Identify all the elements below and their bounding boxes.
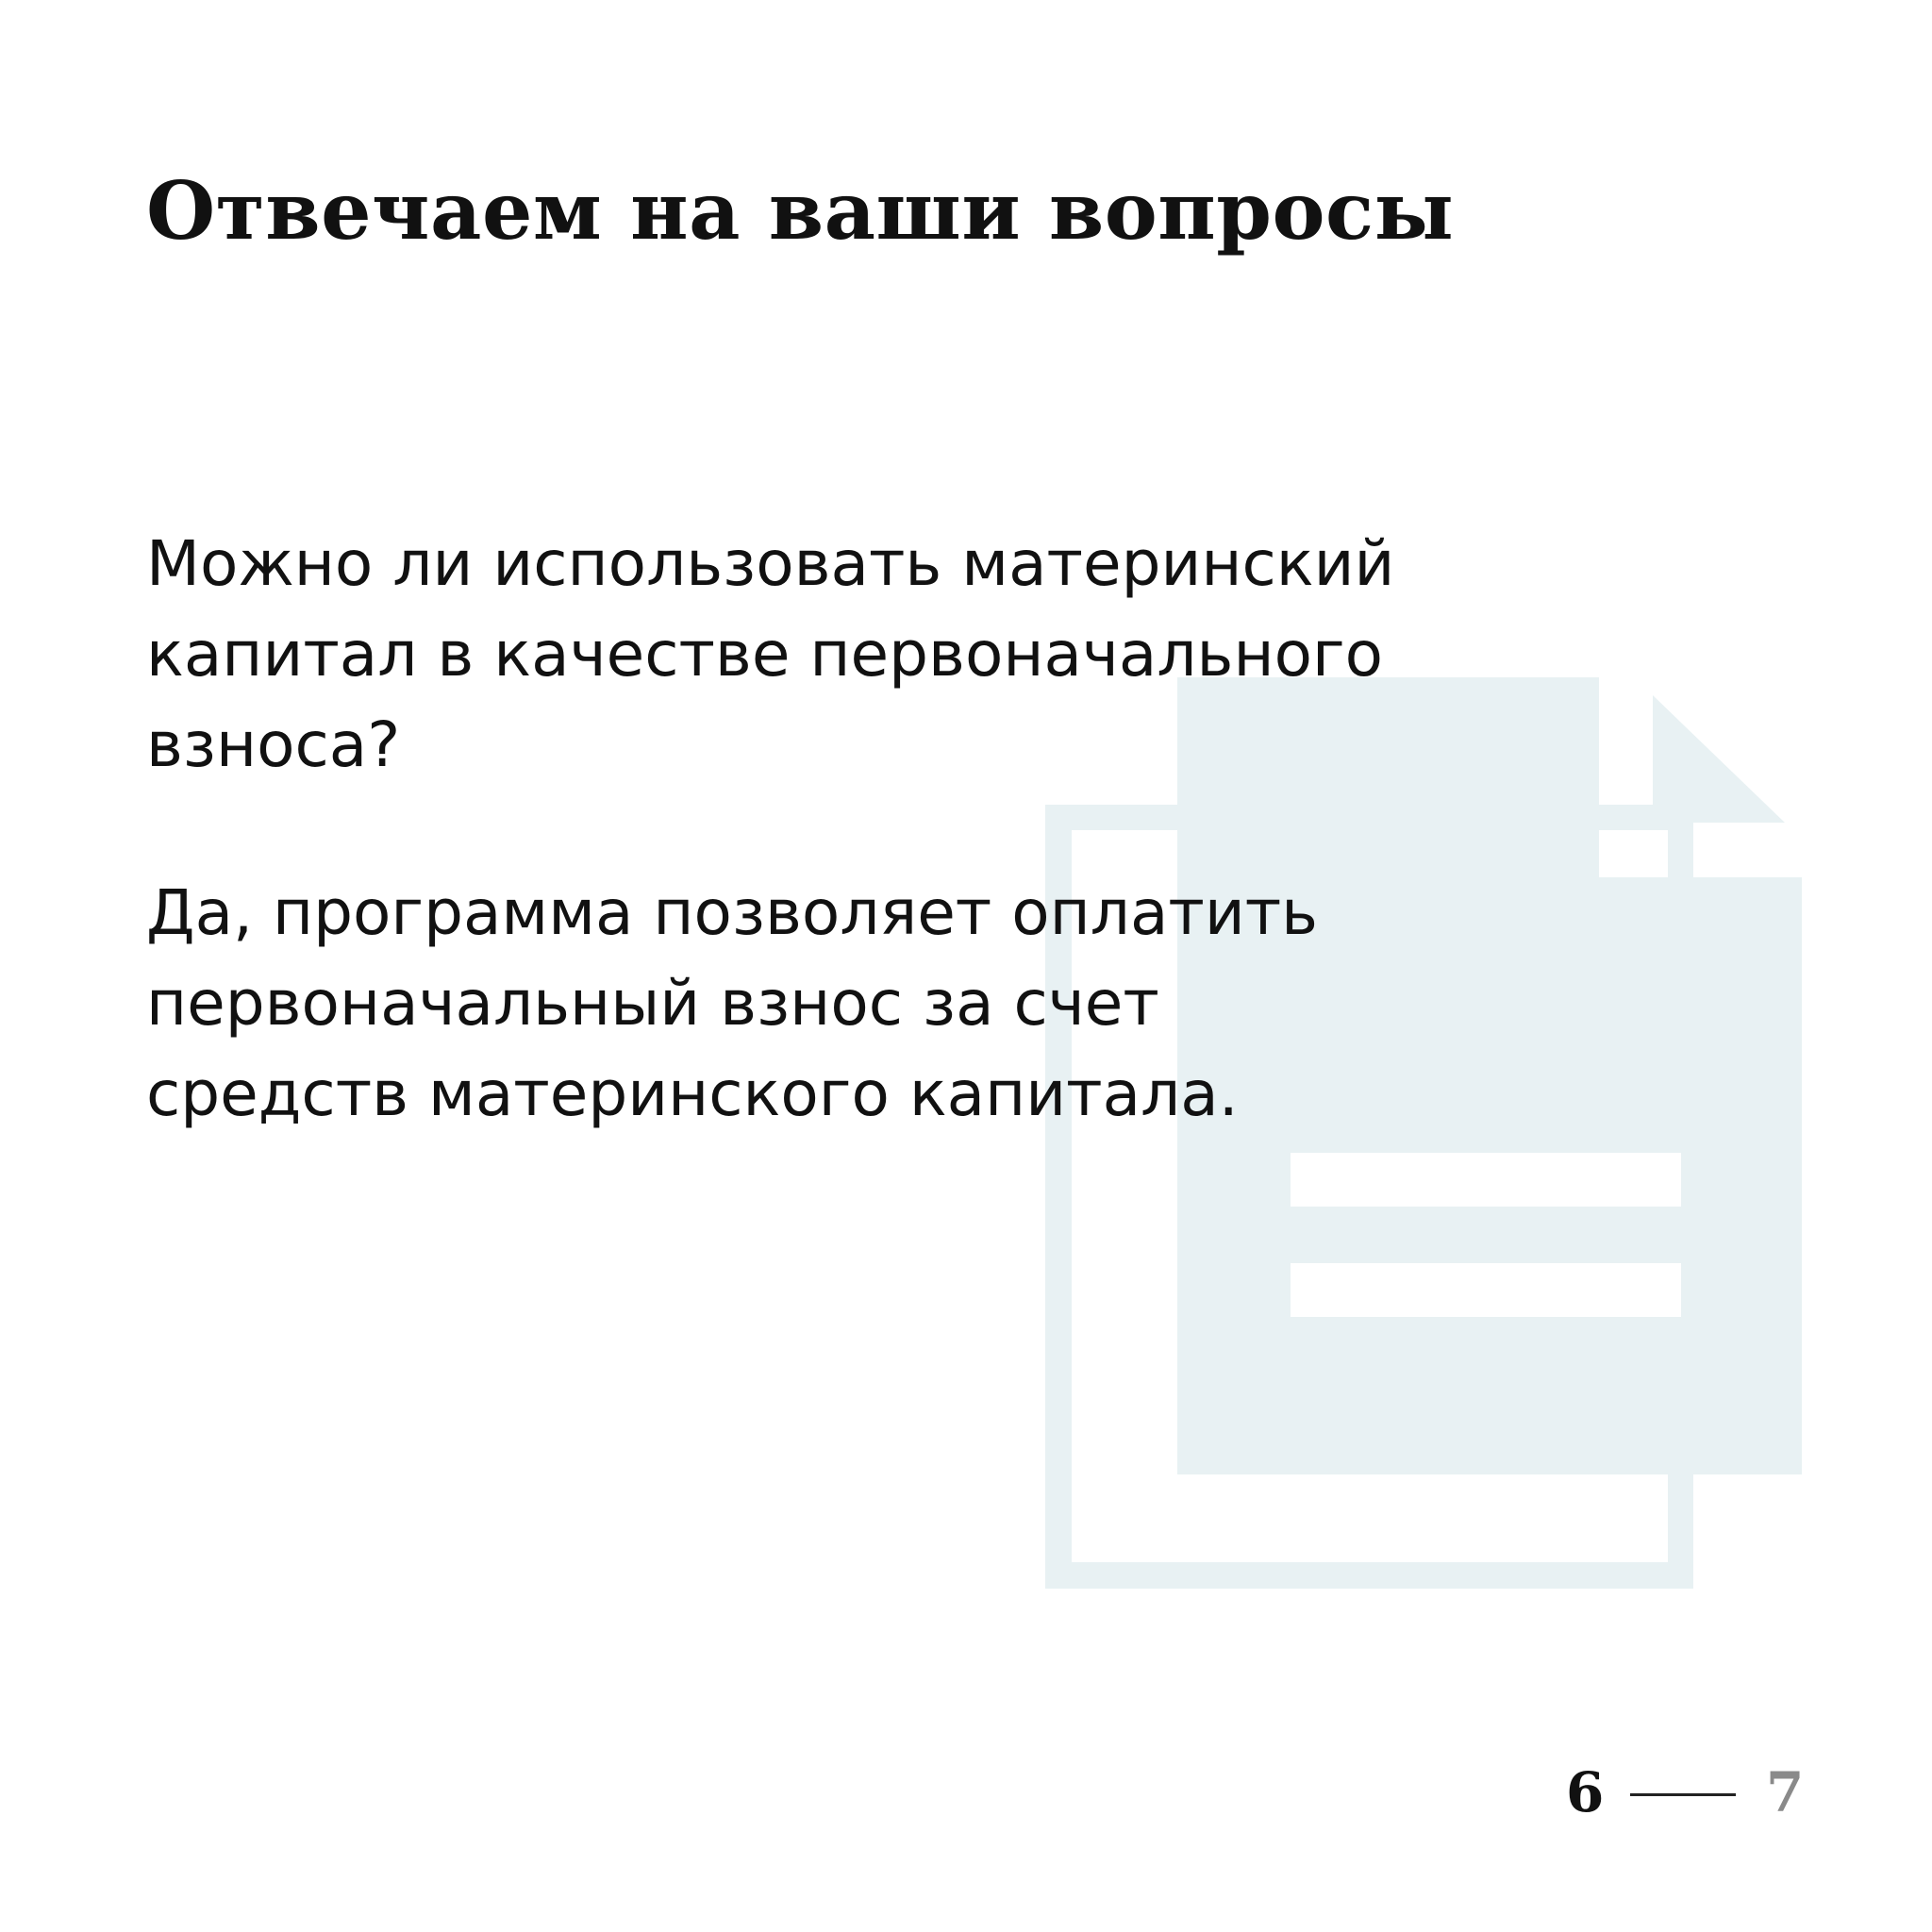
question-line: Можно ли использовать материнский — [146, 527, 1395, 600]
answer-line: Да, программа позволяет оплатить — [146, 876, 1319, 949]
question-text — [146, 519, 1674, 791]
document-line — [1291, 1153, 1681, 1207]
page-title: Отвечаем на ваши вопросы — [146, 164, 1455, 258]
question-line: капитал в качестве первоначального — [146, 618, 1384, 691]
question-line: взноса? — [146, 708, 401, 781]
document-line — [1291, 1263, 1681, 1317]
total-pages-number: 7 — [1766, 1760, 1805, 1824]
current-page-number: 6 — [1566, 1760, 1605, 1824]
page-divider — [1630, 1793, 1736, 1796]
answer-line: средств материнского капитала. — [146, 1058, 1239, 1130]
page-indicator — [1566, 1755, 1811, 1830]
answer-line: первоначальный взнос за счет — [146, 967, 1159, 1040]
answer-text — [146, 868, 1674, 1140]
